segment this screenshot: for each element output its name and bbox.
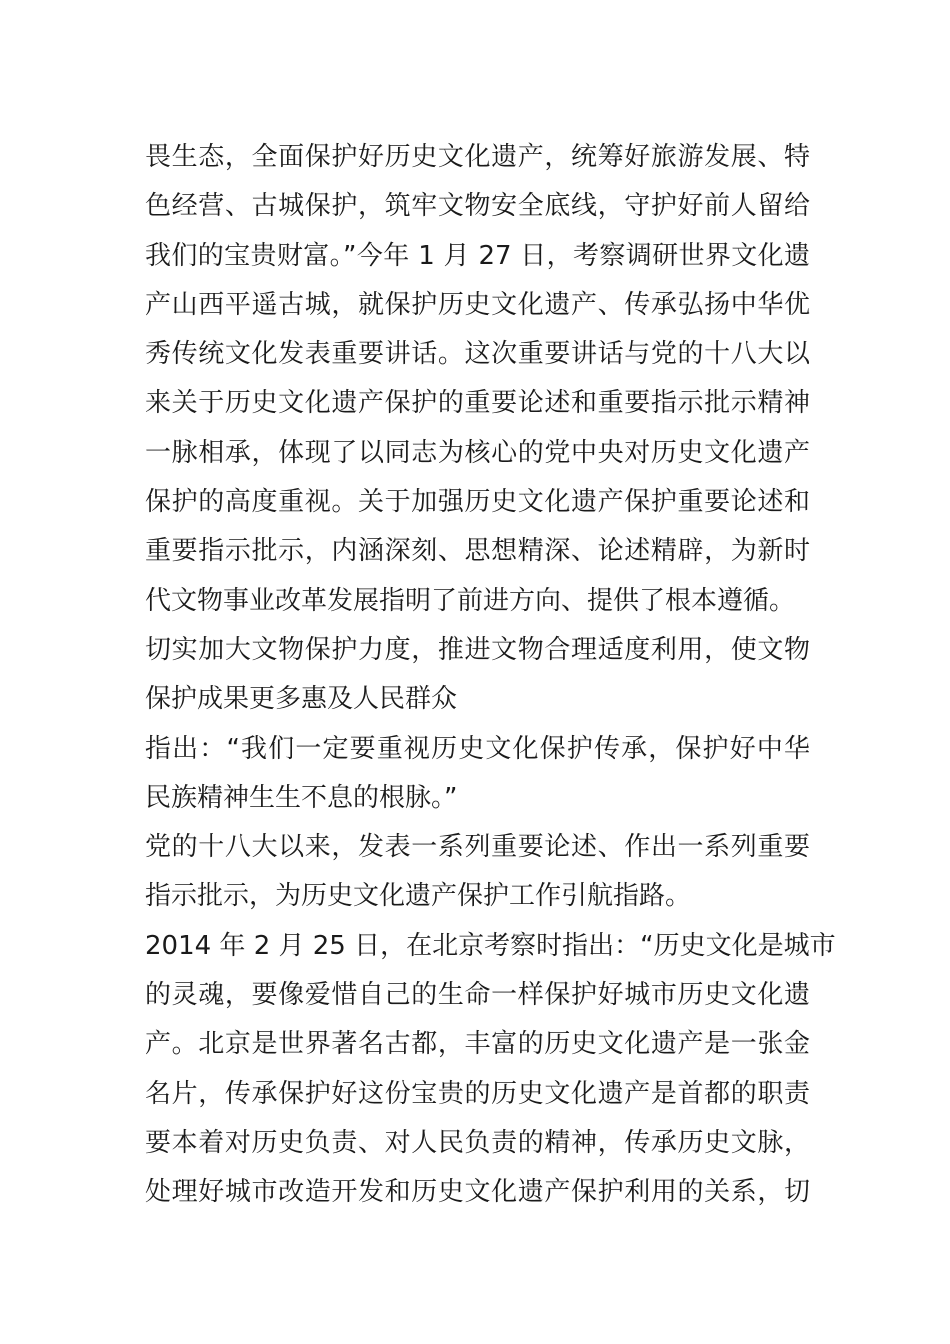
text-line: 一脉相承，体现了以同志为核心的党中央对历史文化遗产 [145, 437, 810, 468]
text-line: 的灵魂，要像爱惜自己的生命一样保护好城市历史文化遗 [145, 980, 810, 1011]
text-line: 民族精神生生不息的根脉。” [145, 782, 458, 813]
text-line: 畏生态，全面保护好历史文化遗产，统筹好旅游发展、特 [145, 142, 810, 172]
text-line: 党的十八大以来，发表一系列重要论述、作出一系列重要 [145, 832, 810, 863]
text-line: 切实加大文物保护力度，推进文物合理适度利用，使文物 [145, 634, 810, 665]
text-line: 2014 年 2 月 25 日，在北京考察时指出：“历史文化是城市 [145, 930, 836, 961]
text-line: 指示批示，为历史文化遗产保护工作引航指路。 [145, 881, 692, 912]
text-line: 保护的高度重视。关于加强历史文化遗产保护重要论述和 [145, 487, 810, 518]
text-line: 我们的宝贵财富。”今年 1 月 27 日，考察调研世界文化遗 [145, 240, 810, 271]
text-line: 指出：“我们一定要重视历史文化保护传承，保护好中华 [145, 733, 810, 764]
text-line: 产山西平遥古城，就保护历史文化遗产、传承弘扬中华优 [145, 289, 810, 320]
text-line: 色经营、古城保护，筑牢文物安全底线，守护好前人留给 [145, 191, 810, 222]
text-line: 保护成果更多惠及人民群众 [145, 684, 458, 715]
text-line: 重要指示批示，内涵深刻、思想精深、论述精辟，为新时 [145, 536, 810, 567]
text-line: 要本着对历史负责、对人民负责的精神，传承历史文脉， [145, 1127, 810, 1158]
text-line: 代文物事业改革发展指明了前进方向、提供了根本遵循。 [145, 585, 796, 616]
text-line: 处理好城市改造开发和历史文化遗产保护利用的关系，切 [145, 1177, 810, 1208]
text-line: 秀传统文化发表重要讲话。这次重要讲话与党的十八大以 [145, 339, 810, 370]
text-line: 名片，传承保护好这份宝贵的历史文化遗产是首都的职责 [145, 1078, 810, 1109]
text-line: 产。北京是世界著名古都，丰富的历史文化遗产是一张金 [145, 1029, 810, 1060]
body-text [145, 133, 836, 1218]
text-line: 来关于历史文化遗产保护的重要论述和重要指示批示精神 [145, 388, 810, 419]
